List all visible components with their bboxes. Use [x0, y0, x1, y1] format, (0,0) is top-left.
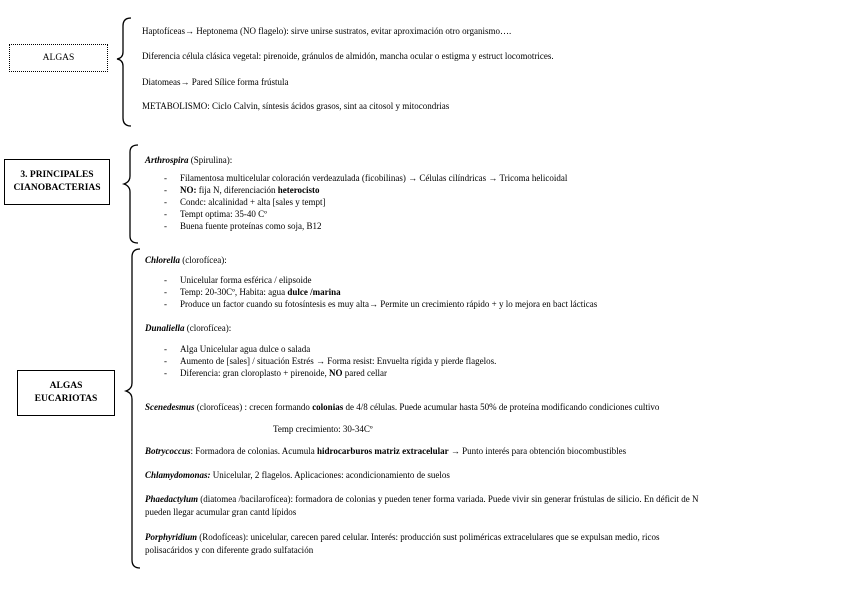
- bullet-dash: -: [164, 197, 167, 207]
- dunaliella-title: Dunaliella (clorofícea):: [145, 323, 232, 333]
- algas-line-metabolismo: METABOLISMO: Ciclo Calvin, síntesis ácidos grasos, sint aa citosol y mitocondrias: [142, 101, 450, 111]
- eucariotas-box: [17, 370, 115, 416]
- brace-ciano: [124, 145, 138, 243]
- chlorella-bullet-3: Produce un factor cuando su fotosíntesis es muy alta→ Permite un crecimiento rápido + y lo mejora en bact lácticas: [180, 299, 598, 309]
- arthrospira-bullet-2: NO: fija N, diferenciación heterocisto: [180, 185, 320, 195]
- scenedesmus-temp: Temp crecimiento: 30-34Cº: [273, 424, 373, 434]
- bullet-dash: -: [164, 344, 167, 354]
- dunaliella-bullet-1: Alga Unicelular agua dulce o salada: [180, 344, 311, 354]
- algas-line-diatomeas: Diatomeas→ Pared Sílice forma frústula: [142, 77, 289, 87]
- cianobacterias-box-line1: 3. PRINCIPALES: [20, 170, 94, 180]
- arthrospira-bullet-3: Condc: alcalinidad + alta [sales y tempt]: [180, 197, 326, 207]
- chlamydomonas-line: Chlamydomonas: Unicelular, 2 flagelos. Aplicaciones: acondicionamiento de suelos: [145, 470, 450, 480]
- bullet-dash: -: [164, 368, 167, 378]
- bullet-dash: -: [164, 221, 167, 231]
- dunaliella-bullet-3: Diferencia: gran cloroplasto + pirenoide, NO pared cellar: [180, 368, 387, 378]
- algas-box: [9, 44, 108, 72]
- arthrospira-title: Arthrospira (Spirulina):: [145, 155, 233, 165]
- eucariotas-box-line1: ALGAS: [49, 381, 83, 391]
- algas-box-label: ALGAS: [42, 52, 75, 63]
- bullet-dash: -: [164, 173, 167, 183]
- scenedesmus-line: Scenedesmus (clorofíceas) : crecen formando colonias de 4/8 células. Puede acumular hasta 50% de proteína modificando condiciones cultivo: [145, 402, 660, 412]
- porphyridium-line-1: Porphyridium (Rodofíceas): unicelular, carecen pared celular. Interés: producción sust poliméricas extracelulares que se expulsan medio, ricos: [145, 532, 660, 542]
- brace-eucariotas: [126, 249, 140, 568]
- cianobacterias-box: [4, 159, 110, 205]
- bullet-dash: -: [164, 209, 167, 219]
- arthrospira-bullet-1: Filamentosa multicelular coloración verdeazulada (ficobilinas) → Células cilíndricas → Tricoma helicoidal: [180, 173, 568, 183]
- chlorella-bullet-2: Temp: 20-30Cº, Habita: agua dulce /marina: [180, 287, 341, 297]
- bullet-dash: -: [164, 275, 167, 285]
- chlorella-title: Chlorella (clorofícea):: [145, 255, 227, 265]
- botrycoccus-line: Botrycoccus: Formadora de colonias. Acumula hidrocarburos matriz extracelular → Punto interés para obtención biocombustibles: [145, 446, 627, 456]
- bullet-dash: -: [164, 185, 167, 195]
- algas-line-diferencia: Diferencia célula clásica vegetal: pirenoide, gránulos de almidón, mancha ocular o estigma y estruct locomotrices.: [142, 51, 554, 61]
- arthrospira-bullet-4: Tempt optima: 35-40 Cº: [180, 209, 267, 219]
- porphyridium-line-2: polisacáridos y con diferente grado sulfatación: [145, 545, 314, 555]
- cianobacterias-box-line2: CIANOBACTERIAS: [13, 183, 101, 193]
- eucariotas-box-line2: EUCARIOTAS: [34, 394, 98, 404]
- brace-algas: [117, 18, 131, 126]
- phaedactylum-line-1: Phaedactylum (diatomea /bacilarofícea): formadora de colonias y pueden tener forma variada. Puede vivir sin generar frústulas de silicio. En déficit de N: [145, 494, 699, 504]
- algas-line-haptoficeas: Haptofíceas→ Heptonema (NO flagelo): sirve unirse sustratos, evitar aproximación otro organismo….: [142, 26, 512, 36]
- arthrospira-bullet-5: Buena fuente proteínas como soja, B12: [180, 221, 322, 231]
- bullet-dash: -: [164, 287, 167, 297]
- chlorella-bullet-1: Unicelular forma esférica / elipsoide: [180, 275, 312, 285]
- dunaliella-bullet-2: Aumento de [sales] / situación Estrés → Forma resist: Envuelta rígida y pierde flagelos.: [180, 356, 497, 366]
- bullet-dash: -: [164, 299, 167, 309]
- bullet-dash: -: [164, 356, 167, 366]
- phaedactylum-line-2: pueden llegar acumular gran cantd lípidos: [145, 507, 297, 517]
